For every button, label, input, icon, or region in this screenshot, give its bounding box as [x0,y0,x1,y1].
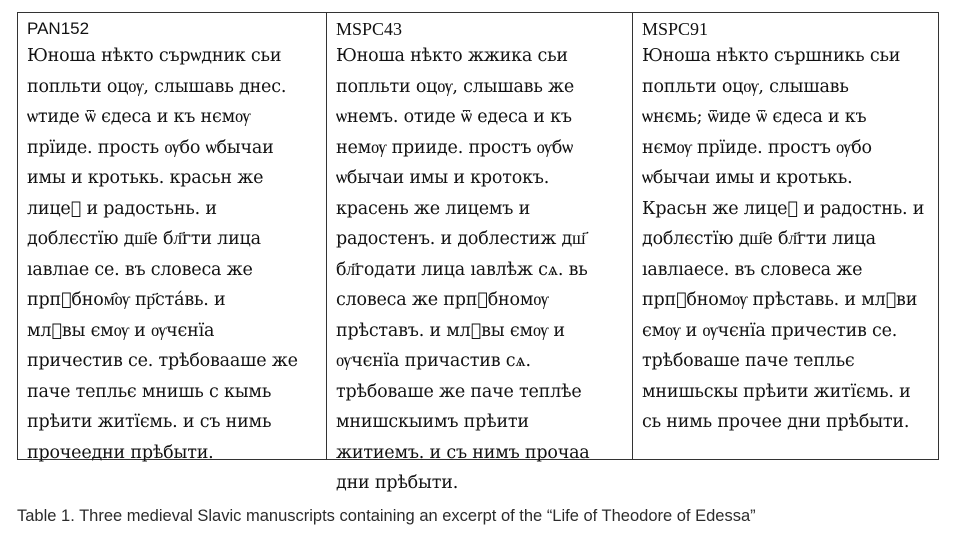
text-line: ѹчєнїа причастив сѧ. [336,351,531,371]
text-line: ѡтиде ѿ єдеса и къ нємѹ [27,107,251,127]
manuscript-name: MSPC91 [642,19,709,39]
text-line: мнишскыимъ прѣити [336,412,529,432]
manuscript-text [336,41,624,499]
text-line: прпⷣбном҄ѹ пр҃стáвь. и [27,290,226,310]
text-line: Красьн же лицеⷨ и радостнь. и [642,198,925,219]
column-pan152 [18,13,326,463]
manuscript-name: MSPC43 [336,19,403,39]
text-line: житиемъ. и съ нимъ прочаа [336,442,590,463]
text-line: нємѹ прїиде. простъ ѹбо [642,137,872,158]
text-line: ѡбычаи имы и кротокъ. [336,168,550,188]
text-line: млⷮвы ємѹ и ѹчєнїа [27,320,215,341]
text-line: прїиде. прость ѹбо ѡбычаи [27,137,274,158]
text-line: прѣити житїємь. и съ нимь [27,412,272,432]
manuscript-text [642,41,930,438]
text-line: доблєстїю дш҃е бл҃гти лица [27,229,261,249]
text-line: словеса же прпⷣбномѹ [336,290,549,310]
manuscript-name: PAN152 [27,19,90,38]
text-line: лицеⷨ и радостьнь. и [27,198,217,219]
text-line: попльти оцѹ, слышавь [642,76,849,97]
text-line: ıавлıаесе. въ словеса же [642,259,863,280]
text-line: красень же лицемъ и [336,198,531,219]
text-line: дни прѣбыти. [336,473,459,493]
text-line: попльти оцѹ, слышавь же [336,76,575,97]
text-line: Юноша нѣкто жжика сьи [336,46,568,66]
table-caption: Table 1. Three medieval Slavic manuscripts containing an excerpt of the “Life of Theodore of Edessa” [17,507,756,525]
text-line: радостенъ. и доблестиж дш҃ [336,229,586,249]
manuscript-text [27,41,318,468]
text-line: бл҃годати лица ıавлѣж сѧ. вь [336,259,588,280]
text-line: паче тепльє мнишь с кымь [27,381,272,402]
text-line: сь нимь прочее дни прѣбыти. [642,412,910,432]
text-line: прѣставъ. и млⷮвы ємѹ и [336,320,565,341]
manuscript-table [17,12,939,493]
column-mspc43 [326,13,632,493]
text-line: доблєстїю дш҃е бл҃гти лица [642,229,876,249]
column-mspc91 [632,13,938,459]
text-line: причестив се. трѣбовааше же [27,351,298,371]
text-line: ѡбычаи имы и кротькь. [642,168,853,188]
text-line: прпⷣбномѹ прѣставь. и млⷮви [642,290,918,310]
text-line: Юноша нѣкто сършникь сьи [642,46,901,66]
text-line: имы и кротькь. красьн же [27,168,264,188]
text-line: попльти оцѹ, слышавь днес. [27,76,287,97]
text-line: мнишьскы прѣити житїємь. и [642,381,911,402]
text-line: ємѹ и ѹчєнїа причестив се. [642,320,898,341]
text-line: трѣбоваше же паче теплѣе [336,381,582,402]
text-line: прочеедни прѣбыти. [27,442,214,463]
text-line: Юноша нѣкто сърѡдник сьи [27,46,282,66]
text-line: ѡнємь; ѿиде ѿ єдеса и къ [642,107,867,127]
text-line: трѣбоваше паче тепльє [642,351,855,371]
text-line: немѹ прииде. простъ ѹбѡ [336,137,574,158]
text-line: ѡнемъ. отиде ѿ едеса и къ [336,107,572,127]
text-line: ıавлıае се. въ словеса же [27,259,253,280]
